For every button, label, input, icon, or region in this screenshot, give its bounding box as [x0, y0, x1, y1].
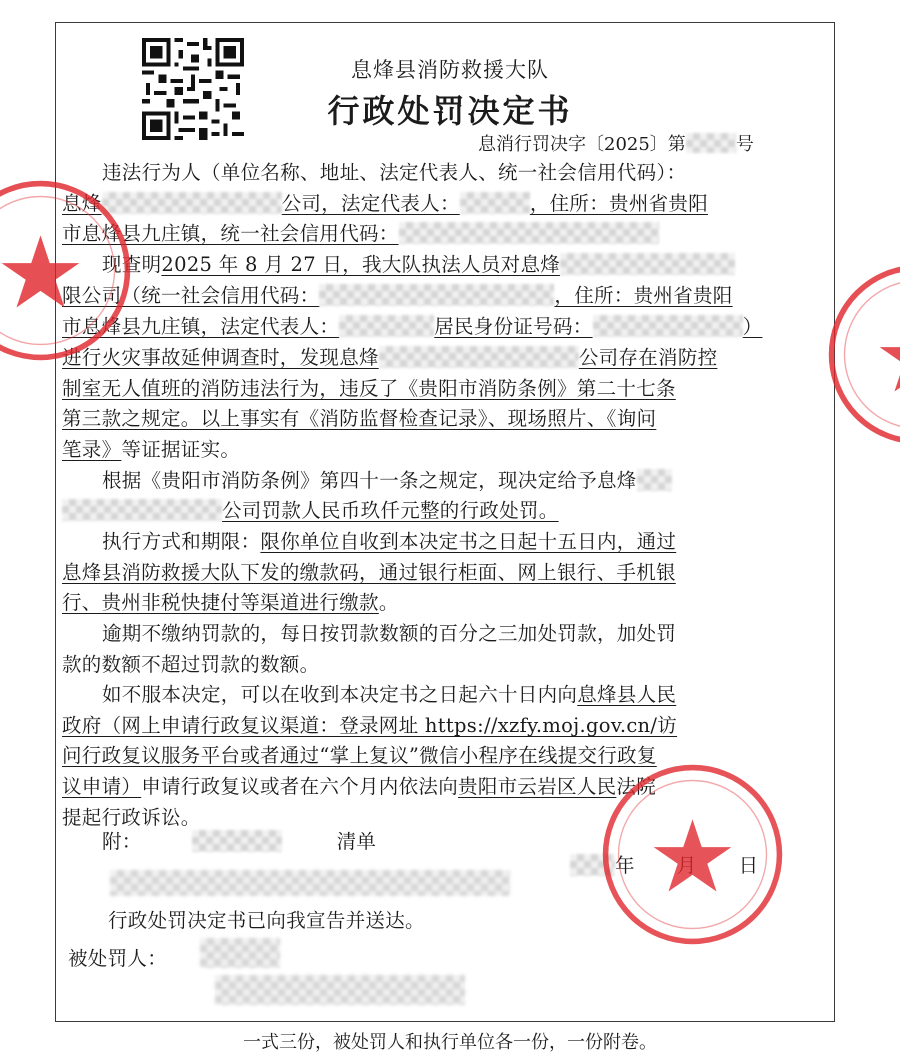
- redaction-mask: [110, 870, 510, 896]
- text-l04: [161, 253, 735, 276]
- text-l13b: 限你单位自收到本决定书之日起十五日内，通过: [260, 530, 677, 553]
- body-line: [62, 771, 656, 799]
- text-l18a: 如不服本决定，可以在收到本决定书之日起六十日内向: [102, 683, 578, 706]
- text-l15b: 。: [378, 591, 399, 614]
- redaction-mask: [339, 315, 434, 337]
- text-l05a: 限公司（统一社会信用代码：: [62, 284, 320, 307]
- date-year: 年: [615, 854, 635, 877]
- text-l13a: 执行方式和期限：: [102, 530, 261, 553]
- body-line: [102, 679, 676, 707]
- redaction-mask: [593, 315, 743, 337]
- redaction-mask: [319, 284, 554, 306]
- text-l17: 款的数额不超过罚款的数额。: [62, 653, 320, 676]
- text-l14: 息烽县消防救援大队下发的缴款码，通过银行柜面、网上银行、手机银: [62, 561, 676, 584]
- body-line: [62, 587, 399, 615]
- text-l10a: 笔录》: [62, 438, 122, 461]
- text-l06: [62, 315, 762, 338]
- text-l21a: 议申请）: [62, 775, 142, 798]
- text-l22: 提起行政诉讼。: [62, 806, 201, 829]
- text-l03: [62, 222, 659, 245]
- text-l10b: 等证据证实。: [121, 438, 241, 461]
- body-line: [102, 465, 672, 493]
- text-l07a: 进行火灾事故延伸调查时，发现息烽: [62, 346, 379, 369]
- body-line: [62, 434, 240, 462]
- redaction-mask: [200, 938, 280, 968]
- issuer-name: 息烽县消防救援大队: [351, 58, 549, 82]
- text-l24: 行政处罚决定书已向我宣告并送达。: [108, 909, 425, 932]
- page-title: 行政处罚决定书: [327, 92, 573, 130]
- redaction-mask: [637, 469, 672, 491]
- body-line: [108, 905, 425, 933]
- text-l02: [62, 192, 708, 215]
- text-l09: 第三款之规定。以上事实有《消防监督检查记录》、现场照片、《询问: [62, 407, 657, 430]
- text-l01: 违法行为人（单位名称、地址、法定代表人、统一社会信用代码）：: [102, 161, 687, 184]
- redaction-mask: [379, 346, 579, 368]
- doc-number-prefix: 息消行罚决字〔2025〕第: [478, 134, 686, 155]
- text-l25: 被处罚人：: [68, 947, 168, 970]
- body-line: [62, 280, 733, 308]
- text-l16: 逾期不缴纳罚款的，每日按罚款数额的百分之三加处罚款，加处罚: [102, 622, 677, 645]
- body-line: [62, 403, 656, 431]
- text-l11: 根据《贵阳市消防条例》第四十一条之规定，现决定给予息烽: [102, 469, 637, 492]
- official-seal-icon: [600, 762, 785, 947]
- doc-number-suffix: 号: [735, 134, 754, 155]
- footer-note: 一式三份，被处罚人和执行单位各一份，一份附卷。: [243, 1032, 657, 1053]
- text-l02a: 息烽: [62, 192, 102, 215]
- text-l23a: 附：: [102, 830, 142, 853]
- text-l02c: ，住所：贵州省贵阳: [529, 192, 709, 215]
- text-l20: 问行政复议服务平台或者通过“掌上复议”微信小程序在线提交行政复: [62, 744, 657, 767]
- body-line: [62, 311, 762, 339]
- text-l04b: 2025 年 8 月 27 日，我大队执法人员对息烽: [161, 253, 561, 276]
- text-l15a: 行、贵州非税快捷付等渠道进行缴款: [62, 591, 379, 614]
- body-line: [62, 188, 708, 216]
- redaction-mask: [686, 133, 736, 153]
- text-l05b: ，住所：贵州省贵阳: [554, 284, 733, 307]
- date-day: 日: [738, 854, 759, 877]
- text-l18b: 息烽县人民: [577, 683, 677, 706]
- body-line: [62, 373, 676, 401]
- body-line: [62, 218, 659, 246]
- redaction-mask: [460, 192, 530, 214]
- text-l05: [62, 284, 733, 307]
- text-l04a: 现查明: [102, 253, 162, 276]
- text-l07: [62, 346, 717, 369]
- body-line: [102, 526, 676, 554]
- official-seal-icon: [0, 178, 133, 363]
- text-l12a: 公司罚款人民币玖仟元整的行政处罚。: [222, 499, 559, 522]
- body-line: [62, 649, 319, 677]
- text-l21c: 贵阳市云岩区人民: [458, 775, 617, 798]
- document-number: [478, 130, 754, 156]
- body-line: [102, 157, 686, 185]
- attachment-line: [102, 826, 376, 854]
- redaction-mask: [192, 830, 282, 852]
- text-l02b: 公司，法定代表人：: [281, 192, 460, 215]
- official-seal-icon: [826, 262, 900, 447]
- text-l03a: 市息烽县九庄镇，统一社会信用代码：: [62, 222, 399, 245]
- body-line: [62, 710, 677, 738]
- attachment-blank: [142, 830, 337, 853]
- text-l21d: 法院: [616, 775, 657, 798]
- body-line: [68, 943, 167, 971]
- text-l19: 政府（网上申请行政复议渠道：登录网址 https://xzfy.moj.gov.cn/访: [62, 714, 678, 737]
- redaction-mask: [215, 975, 465, 1005]
- redaction-mask: [62, 499, 222, 521]
- text-l07b: 公司存在消防控: [578, 346, 718, 369]
- body-line: [62, 495, 559, 523]
- body-line: [62, 342, 717, 370]
- text-l23b: 清单: [336, 830, 377, 853]
- body-line: [102, 249, 735, 277]
- text-l06a: 市息烽县九庄镇，法定代表人：: [62, 315, 340, 338]
- redaction-mask: [399, 222, 659, 244]
- body-line: [102, 618, 676, 646]
- body-line: [62, 740, 657, 768]
- body-line: [62, 557, 676, 585]
- redaction-mask: [560, 253, 735, 275]
- text-l21b: 申请行政复议或者在六个月内依法向: [141, 775, 459, 798]
- text-l12: [62, 499, 559, 522]
- text-l06b: 居民身份证号码：: [434, 315, 593, 338]
- text-l08: 制室无人值班的消防违法行为，违反了《贵阳市消防条例》第二十七条: [62, 377, 676, 400]
- text-l06c: ）: [742, 315, 763, 338]
